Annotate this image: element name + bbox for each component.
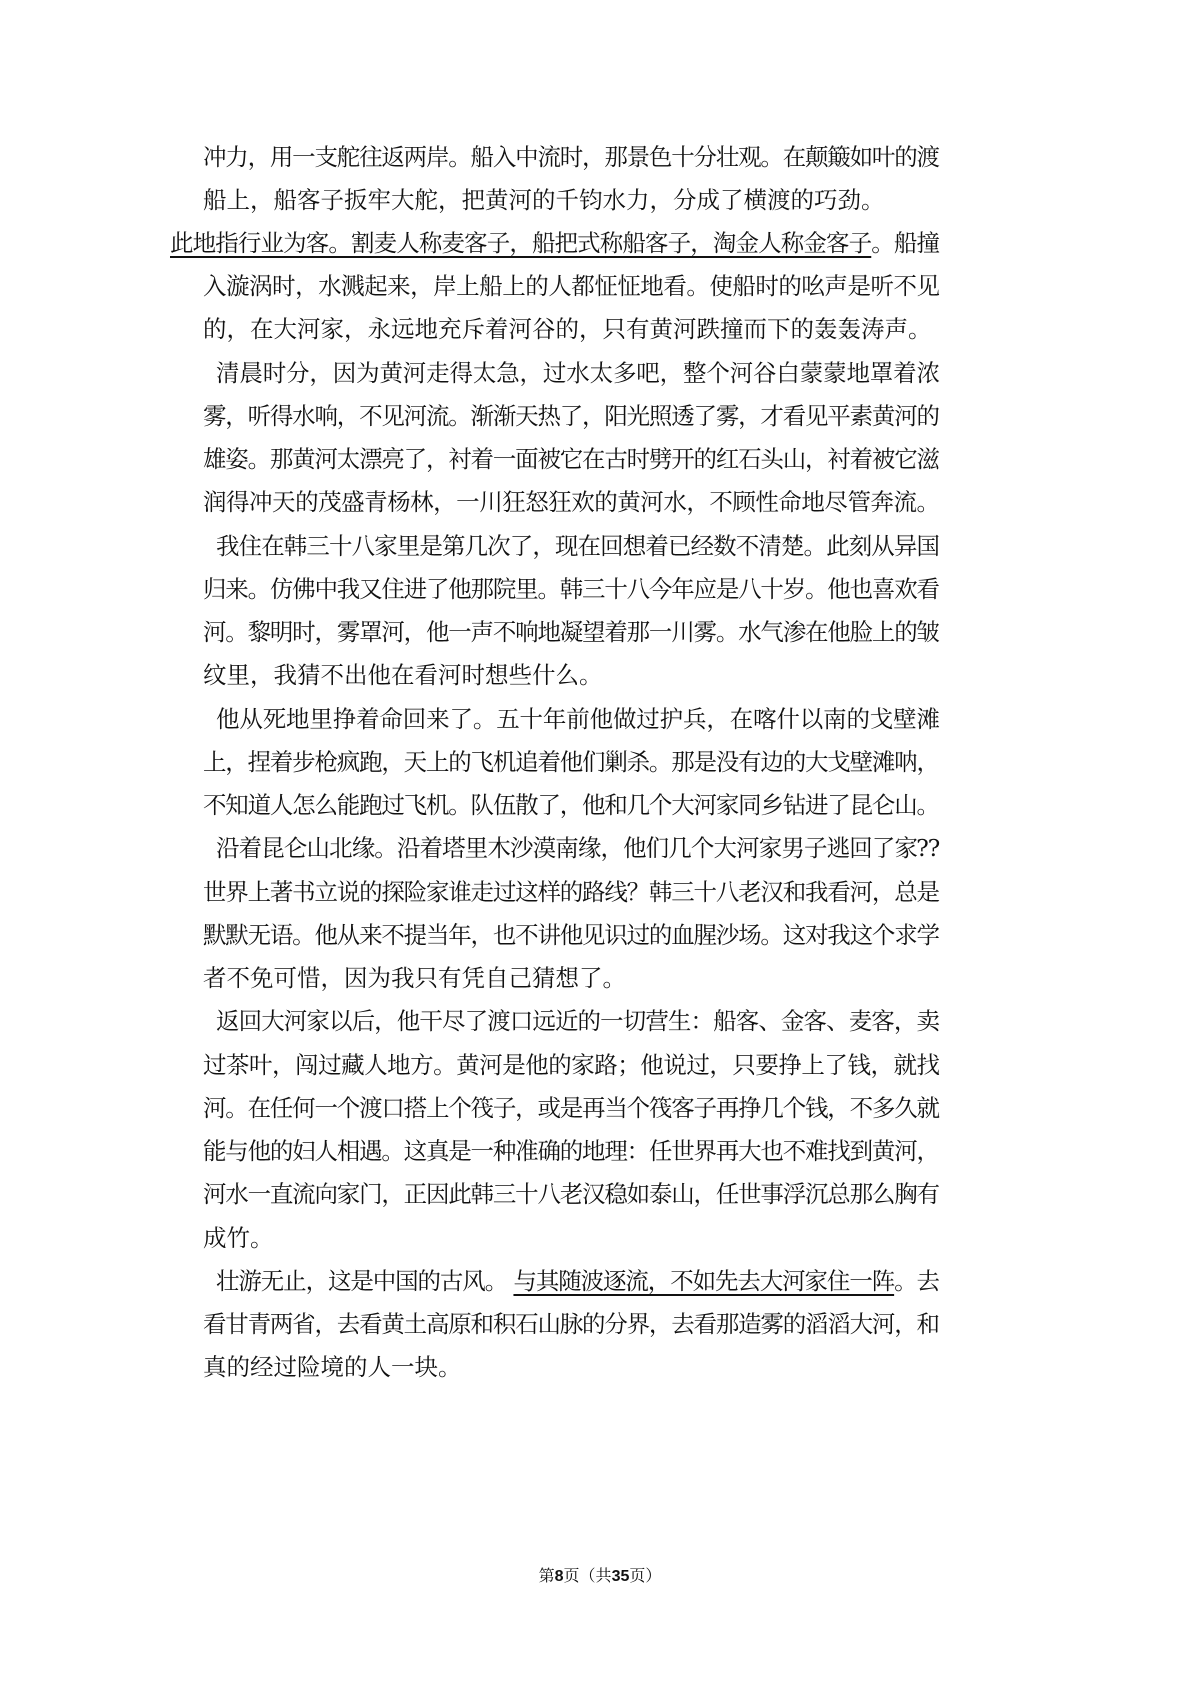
footer-page-number: 8 <box>554 1568 564 1585</box>
text-line <box>203 315 932 343</box>
text-run: 我住在韩三十八家里是第几次了，现在回想着已经数不清楚。此刻从异国 <box>216 532 940 560</box>
page-footer <box>0 1563 1200 1586</box>
text-run: 。去 <box>894 1267 939 1295</box>
text-line <box>203 921 939 949</box>
text-line <box>203 1180 939 1208</box>
text-line <box>216 1267 939 1295</box>
text-run: 不知道人怎么能跑过飞机。队伍散了，他和几个大河家同乡钻进了昆仑山。 <box>203 791 939 819</box>
text-line <box>203 661 603 689</box>
text-run: 河。在任何一个渡口搭上个筏子，或是再当个筏客子再挣几个钱，不多久就 <box>203 1094 939 1122</box>
underlined-text: 此地指行业为客。割麦人称麦客子，船把式称船客子，淘金人称金客子 <box>170 229 872 257</box>
text-line <box>203 964 626 992</box>
text-line <box>203 143 939 171</box>
text-line <box>203 1353 462 1381</box>
underlined-text: 与其随波逐流，不如先去大河家住一阵 <box>513 1267 895 1295</box>
text-run: 沿着昆仑山北缘。沿着塔里木沙漠南缘，他们几个大河家男子逃回了家⁇ <box>216 834 940 862</box>
text-run: 世界上著书立说的探险家谁走过这样的路线？韩三十八老汉和我看河，总是 <box>203 878 939 906</box>
text-line <box>216 359 940 387</box>
text-line <box>216 532 940 560</box>
text-line <box>216 834 940 862</box>
text-run: 船上，船客子扳牢大舵，把黄河的千钧水力，分成了横渡的巧劲。 <box>203 186 885 214</box>
text-line <box>203 1094 939 1122</box>
footer-suffix: 页） <box>629 1566 662 1585</box>
text-line <box>203 791 939 819</box>
text-line <box>203 445 939 473</box>
footer-middle: 页（共 <box>563 1566 612 1585</box>
text-line <box>203 402 939 430</box>
text-run: 能与他的妇人相遇。这真是一种准确的地理：任世界再大也不难找到黄河， <box>203 1137 939 1165</box>
text-run: 雾，听得水响，不见河流。渐渐天热了，阳光照透了雾，才看见平素黄河的 <box>203 402 939 430</box>
text-line <box>203 488 940 516</box>
text-run: 清晨时分，因为黄河走得太急，过水太多吧，整个河谷白蒙蒙地罩着浓 <box>216 359 940 387</box>
text-run: 的，在大河家，永远地充斥着河谷的，只有黄河跌撞而下的轰轰涛声。 <box>203 315 932 343</box>
text-run: 过茶叶，闯过藏人地方。黄河是他的家路；他说过，只要挣上了钱，就找 <box>203 1051 940 1079</box>
text-line <box>203 1051 940 1079</box>
text-run: 冲力，用一支舵往返两岸。船入中流时，那景色十分壮观。在颠簸如叶的渡 <box>203 143 939 171</box>
text-line <box>216 705 940 733</box>
footer-prefix: 第 <box>538 1566 555 1585</box>
text-run: 河。黎明时，雾罩河，他一声不响地凝望着那一川雾。水气渗在他脸上的皱 <box>203 618 939 646</box>
text-run: 润得冲天的茂盛青杨林，一川狂怒狂欢的黄河水，不顾性命地尽管奔流。 <box>203 488 940 516</box>
text-run: 他从死地里挣着命回来了。五十年前他做过护兵，在喀什以南的戈壁滩 <box>216 705 940 733</box>
text-run: 纹里，我猜不出他在看河时想些什么。 <box>203 661 603 689</box>
text-run: 者不免可惜，因为我只有凭自己猜想了。 <box>203 964 626 992</box>
text-line <box>203 272 940 300</box>
text-run: 雄姿。那黄河太漂亮了，衬着一面被它在古时劈开的红石头山，衬着被它滋 <box>203 445 939 473</box>
text-line <box>203 1310 939 1338</box>
text-line <box>203 1137 939 1165</box>
text-run: 壮游无止，这是中国的古风。 <box>216 1267 514 1295</box>
text-line <box>203 1224 274 1252</box>
text-run: 成竹。 <box>203 1224 274 1252</box>
text-run: 默默无语。他从来不提当年，也不讲他见识过的血腥沙场。这对我这个求学 <box>203 921 939 949</box>
text-run: 返回大河家以后，他干尽了渡口远近的一切营生：船客、金客、麦客，卖 <box>216 1007 940 1035</box>
text-line <box>203 618 939 646</box>
text-run: 上，捏着步枪疯跑，天上的飞机追着他们剿杀。那是没有边的大戈壁滩呐， <box>203 748 939 776</box>
text-run: 入漩涡时，水溅起来，岸上船上的人都怔怔地看。使船时的吆声是听不见 <box>203 272 940 300</box>
text-line <box>170 229 940 257</box>
text-line <box>203 748 939 776</box>
text-run: 归来。仿佛中我又住进了他那院里。韩三十八今年应是八十岁。他也喜欢看 <box>203 575 939 603</box>
footer-total-pages: 35 <box>611 1568 630 1585</box>
text-run: 真的经过险境的人一块。 <box>203 1353 462 1381</box>
text-run: 。船撞 <box>871 229 940 257</box>
text-line <box>216 1007 940 1035</box>
text-line <box>203 878 939 906</box>
text-run: 看甘青两省，去看黄土高原和积石山脉的分界，去看那造雾的滔滔大河，和 <box>203 1310 939 1338</box>
text-run: 河水一直流向家门，正因此韩三十八老汉稳如泰山，任世事浮沉总那么胸有 <box>203 1180 939 1208</box>
text-line <box>203 575 939 603</box>
text-line <box>203 186 885 214</box>
